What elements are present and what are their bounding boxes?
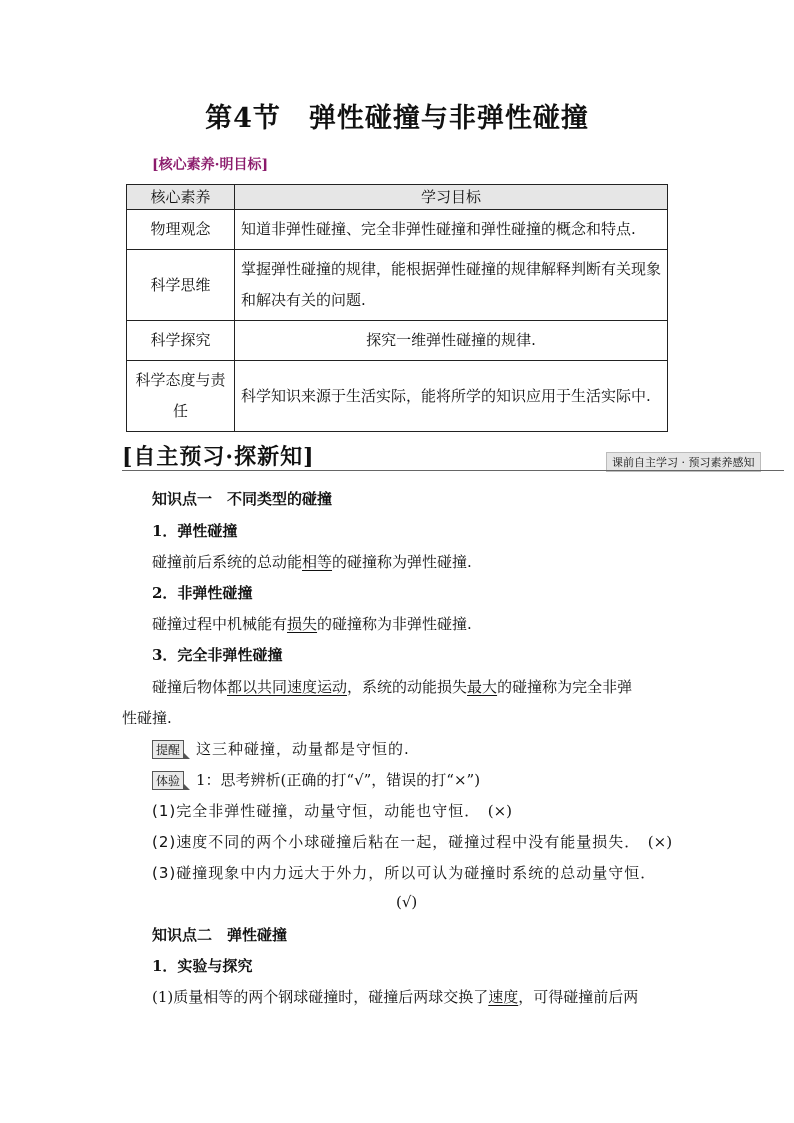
goals-table: [126, 184, 668, 432]
exp-item-2: (2)速度不同的两个小球碰撞后粘在一起，碰撞过程中没有能量损失． (×): [152, 833, 673, 851]
table-header: 核心素养: [127, 185, 235, 210]
table-cell-key: 科学探究: [127, 321, 235, 361]
exp-item-1: (1)完全非弹性碰撞，动量守恒，动能也守恒． (×): [152, 802, 513, 820]
goals-tag: [核心素养·明目标]: [152, 157, 269, 173]
kp2-title: 知识点二 弹性碰撞: [152, 926, 288, 944]
kp1-text-2: 碰撞过程中机械能有损失的碰撞称为非弹性碰撞.: [152, 615, 472, 633]
table-cell-key: 科学态度与责任: [127, 361, 235, 432]
table-header-row: [127, 185, 668, 210]
table-row: [127, 250, 668, 321]
table-row: [127, 210, 668, 250]
kp1-h2: 2．非弹性碰撞: [152, 584, 253, 602]
table-cell-value: 科学知识来源于生活实际，能将所学的知识应用于生活实际中.: [235, 361, 668, 432]
kp1-text-1: 碰撞前后系统的总动能相等的碰撞称为弹性碰撞.: [152, 553, 472, 571]
table-header: 学习目标: [235, 185, 668, 210]
table-cell-key: 科学思维: [127, 250, 235, 321]
exp-label: 体验: [152, 771, 184, 790]
table-cell-key: 物理观念: [127, 210, 235, 250]
tip-line: 提醒 这三种碰撞，动量都是守恒的.: [152, 738, 410, 759]
kp2-text-1: (1)质量相等的两个钢球碰撞时，碰撞后两球交换了速度，可得碰撞前后两: [152, 988, 639, 1006]
table-cell-value: 掌握弹性碰撞的规律，能根据弹性碰撞的规律解释判断有关现象和解决有关的问题.: [235, 250, 668, 321]
section-badge: 课前自主学习 · 预习素养感知: [606, 452, 761, 472]
table-cell-value: 知道非弹性碰撞、完全非弹性碰撞和弹性碰撞的概念和特点.: [235, 210, 668, 250]
kp2-h1: 1．实验与探究: [152, 957, 253, 975]
kp1-title: 知识点一 不同类型的碰撞: [152, 490, 333, 508]
section-heading: [自主预习·探新知]: [122, 444, 315, 470]
section-divider: [122, 470, 784, 471]
kp1-h1: 1．弹性碰撞: [152, 522, 238, 540]
table-row: [127, 321, 668, 361]
table-row: [127, 361, 668, 432]
table-cell-value: 探究一维弹性碰撞的规律.: [235, 321, 668, 361]
tip-label: 提醒: [152, 740, 184, 759]
kp1-text-3-cont: 性碰撞.: [122, 709, 172, 727]
exp-answer-3: (√): [396, 893, 418, 911]
kp1-text-3: 碰撞后物体都以共同速度运动，系统的动能损失最大的碰撞称为完全非弹: [152, 678, 633, 696]
exp-intro-line: 体验 1：思考辨析(正确的打“√”，错误的打“×”): [152, 769, 480, 790]
kp1-h3: 3．完全非弹性碰撞: [152, 646, 283, 664]
page-title: 第4节 弹性碰撞与非弹性碰撞: [205, 103, 589, 134]
exp-item-3: (3)碰撞现象中内力远大于外力，所以可认为碰撞时系统的总动量守恒．: [152, 864, 657, 882]
